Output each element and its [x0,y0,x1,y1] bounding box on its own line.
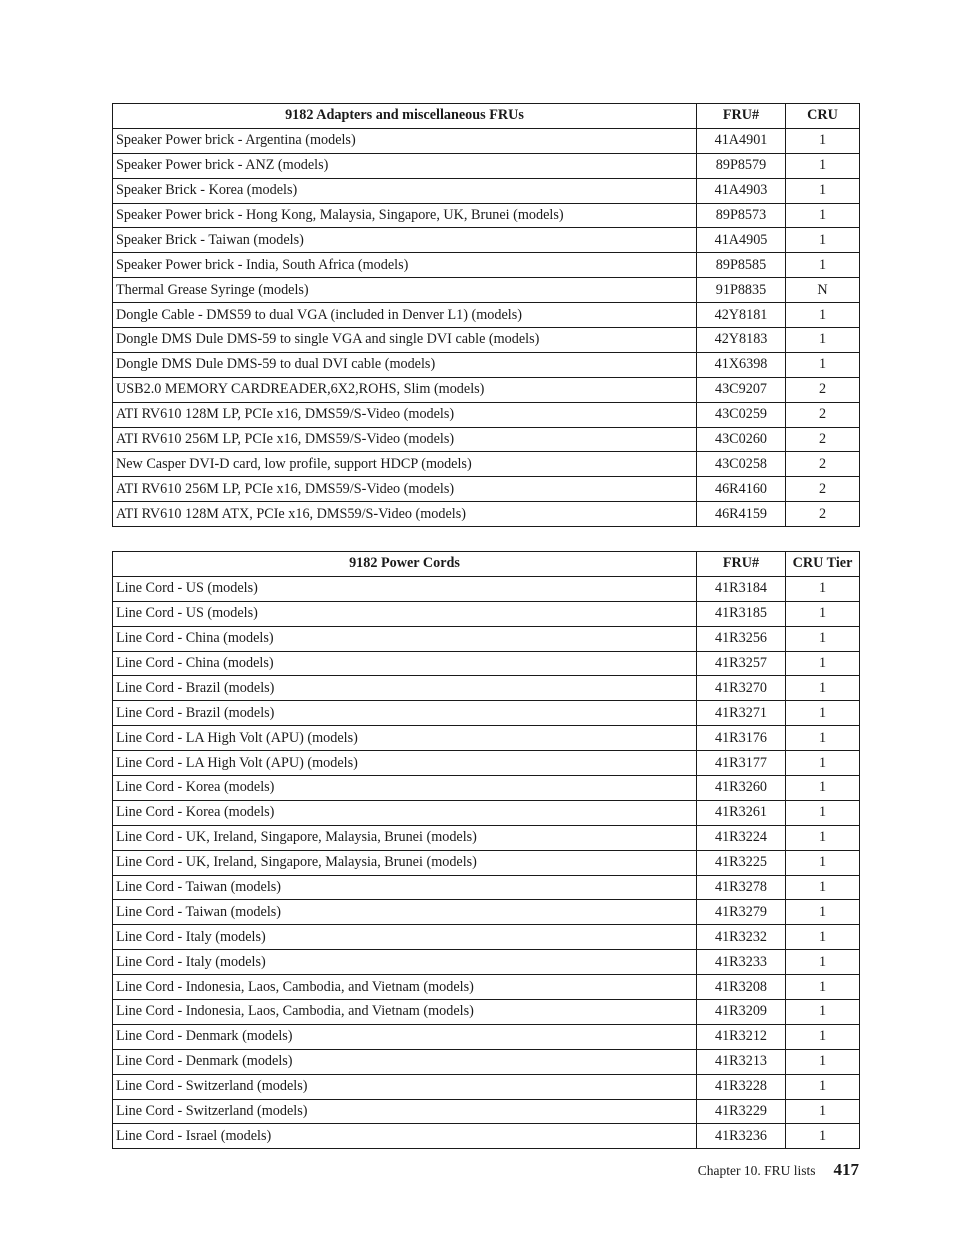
table-row [113,477,860,502]
table-row [113,601,860,626]
cru-cell: 1 [786,925,860,950]
description-cell: Line Cord - Taiwan (models) [113,875,697,900]
fru-number-cell: 41R3184 [697,576,786,601]
cru-cell: 1 [786,153,860,178]
cru-cell: 1 [786,1049,860,1074]
cru-cell: 1 [786,601,860,626]
table-row [113,651,860,676]
power-cords-table-body [113,576,860,1148]
description-cell: Line Cord - Italy (models) [113,950,697,975]
fru-number-cell: 41R3177 [697,751,786,776]
description-cell: Line Cord - Denmark (models) [113,1049,697,1074]
table-row [113,975,860,1000]
table-row [113,1074,860,1099]
table-row [113,402,860,427]
fru-number-cell: 41R3279 [697,900,786,925]
cru-cell: 2 [786,452,860,477]
fru-number-cell: 43C0260 [697,427,786,452]
cru-cell: 1 [786,1099,860,1124]
fru-number-cell: 89P8573 [697,203,786,228]
cru-cell: 1 [786,178,860,203]
table-row [113,278,860,303]
description-cell: Thermal Grease Syringe (models) [113,278,697,303]
cru-cell: 1 [786,651,860,676]
cru-cell: 1 [786,800,860,825]
cru-cell: 1 [786,576,860,601]
cru-cell: 1 [786,726,860,751]
fru-number-cell: 43C9207 [697,377,786,402]
cru-cell: 1 [786,203,860,228]
table-row [113,925,860,950]
fru-number-cell: 41A4903 [697,178,786,203]
cru-cell: 1 [786,850,860,875]
cru-cell: 1 [786,776,860,801]
adapters-fru-table [112,103,860,527]
fru-number-cell: 89P8579 [697,153,786,178]
table-header-row [113,552,860,577]
table-row [113,676,860,701]
fru-number-cell: 41R3209 [697,1000,786,1025]
adapters-table-body [113,128,860,526]
table-row [113,502,860,527]
fru-number-cell: 41X6398 [697,352,786,377]
description-cell: Line Cord - Taiwan (models) [113,900,697,925]
description-cell: ATI RV610 256M LP, PCIe x16, DMS59/S-Video (models) [113,427,697,452]
column-header-cru: CRU [786,104,860,129]
cru-cell: 1 [786,626,860,651]
table-row [113,427,860,452]
table-row [113,128,860,153]
chapter-label: Chapter 10. FRU lists [697,1163,816,1178]
table-row [113,825,860,850]
description-cell: Line Cord - China (models) [113,651,697,676]
fru-number-cell: 46R4160 [697,477,786,502]
table-row [113,377,860,402]
fru-number-cell: 89P8585 [697,253,786,278]
description-cell: Line Cord - US (models) [113,576,697,601]
table-row [113,153,860,178]
description-cell: Speaker Brick - Taiwan (models) [113,228,697,253]
fru-number-cell: 41R3185 [697,601,786,626]
table-header-row [113,104,860,129]
description-cell: Line Cord - LA High Volt (APU) (models) [113,726,697,751]
description-cell: Speaker Power brick - Argentina (models) [113,128,697,153]
column-header-fru: FRU# [697,552,786,577]
table-row [113,626,860,651]
cru-cell: 1 [786,875,860,900]
fru-number-cell: 91P8835 [697,278,786,303]
description-cell: New Casper DVI-D card, low profile, support HDCP (models) [113,452,697,477]
table-row [113,900,860,925]
table-row [113,950,860,975]
description-cell: Line Cord - Brazil (models) [113,676,697,701]
cru-cell: 1 [786,900,860,925]
description-cell: Dongle DMS Dule DMS-59 to single VGA and single DVI cable (models) [113,328,697,353]
table-row [113,253,860,278]
page-number: 417 [833,1160,859,1179]
fru-number-cell: 41R3271 [697,701,786,726]
column-header-description: 9182 Adapters and miscellaneous FRUs [113,104,697,129]
fru-number-cell: 42Y8183 [697,328,786,353]
table-row [113,1024,860,1049]
cru-cell: 1 [786,1024,860,1049]
fru-number-cell: 41A4905 [697,228,786,253]
description-cell: Line Cord - US (models) [113,601,697,626]
fru-number-cell: 41R3256 [697,626,786,651]
cru-cell: 1 [786,328,860,353]
fru-number-cell: 43C0259 [697,402,786,427]
description-cell: USB2.0 MEMORY CARDREADER,6X2,ROHS, Slim (models) [113,377,697,402]
table-row [113,850,860,875]
description-cell: Line Cord - China (models) [113,626,697,651]
description-cell: Line Cord - Korea (models) [113,800,697,825]
description-cell: Line Cord - Indonesia, Laos, Cambodia, and Vietnam (models) [113,975,697,1000]
fru-number-cell: 41R3260 [697,776,786,801]
fru-number-cell: 41R3212 [697,1024,786,1049]
table-row [113,328,860,353]
table-row [113,228,860,253]
column-header-description: 9182 Power Cords [113,552,697,577]
cru-cell: 1 [786,950,860,975]
cru-cell: 1 [786,1124,860,1149]
cru-cell: 2 [786,402,860,427]
description-cell: ATI RV610 128M LP, PCIe x16, DMS59/S-Video (models) [113,402,697,427]
fru-number-cell: 41R3208 [697,975,786,1000]
description-cell: Line Cord - Indonesia, Laos, Cambodia, and Vietnam (models) [113,1000,697,1025]
table-row [113,726,860,751]
cru-cell: 1 [786,228,860,253]
description-cell: Line Cord - LA High Volt (APU) (models) [113,751,697,776]
fru-number-cell: 41R3278 [697,875,786,900]
table-row [113,203,860,228]
description-cell: Speaker Brick - Korea (models) [113,178,697,203]
fru-number-cell: 41R3225 [697,850,786,875]
cru-cell: 1 [786,352,860,377]
fru-number-cell: 43C0258 [697,452,786,477]
fru-number-cell: 41R3229 [697,1099,786,1124]
cru-cell: 2 [786,427,860,452]
table-row [113,1049,860,1074]
table-row [113,701,860,726]
cru-cell: 1 [786,1000,860,1025]
table-row [113,776,860,801]
cru-cell: 1 [786,128,860,153]
cru-cell: 2 [786,502,860,527]
cru-cell: 1 [786,676,860,701]
table-row [113,576,860,601]
page-footer [698,1160,859,1180]
table-row [113,875,860,900]
description-cell: Line Cord - Israel (models) [113,1124,697,1149]
description-cell: Line Cord - Denmark (models) [113,1024,697,1049]
power-cords-fru-table [112,551,860,1149]
cru-cell: 2 [786,477,860,502]
fru-number-cell: 41R3213 [697,1049,786,1074]
fru-number-cell: 41R3236 [697,1124,786,1149]
fru-number-cell: 41R3233 [697,950,786,975]
description-cell: Line Cord - UK, Ireland, Singapore, Malaysia, Brunei (models) [113,825,697,850]
description-cell: ATI RV610 128M ATX, PCIe x16, DMS59/S-Video (models) [113,502,697,527]
table-row [113,1099,860,1124]
description-cell: Speaker Power brick - ANZ (models) [113,153,697,178]
table-row [113,1124,860,1149]
description-cell: Speaker Power brick - Hong Kong, Malaysia, Singapore, UK, Brunei (models) [113,203,697,228]
column-header-fru: FRU# [697,104,786,129]
cru-cell: 1 [786,1074,860,1099]
fru-number-cell: 41A4901 [697,128,786,153]
fru-number-cell: 41R3257 [697,651,786,676]
fru-number-cell: 41R3270 [697,676,786,701]
table-row [113,303,860,328]
cru-cell: 1 [786,975,860,1000]
table-row [113,352,860,377]
column-header-cru-tier: CRU Tier [786,552,860,577]
description-cell: Line Cord - Switzerland (models) [113,1099,697,1124]
table-row [113,1000,860,1025]
fru-number-cell: 42Y8181 [697,303,786,328]
description-cell: Dongle Cable - DMS59 to dual VGA (included in Denver L1) (models) [113,303,697,328]
fru-number-cell: 41R3176 [697,726,786,751]
description-cell: Line Cord - Korea (models) [113,776,697,801]
description-cell: Dongle DMS Dule DMS-59 to dual DVI cable (models) [113,352,697,377]
table-row [113,751,860,776]
description-cell: Line Cord - Switzerland (models) [113,1074,697,1099]
cru-cell: N [786,278,860,303]
fru-number-cell: 41R3261 [697,800,786,825]
description-cell: ATI RV610 256M LP, PCIe x16, DMS59/S-Video (models) [113,477,697,502]
fru-number-cell: 46R4159 [697,502,786,527]
cru-cell: 2 [786,377,860,402]
cru-cell: 1 [786,701,860,726]
description-cell: Line Cord - Brazil (models) [113,701,697,726]
table-row [113,178,860,203]
table-row [113,800,860,825]
fru-number-cell: 41R3224 [697,825,786,850]
description-cell: Speaker Power brick - India, South Africa (models) [113,253,697,278]
cru-cell: 1 [786,253,860,278]
cru-cell: 1 [786,751,860,776]
cru-cell: 1 [786,303,860,328]
fru-number-cell: 41R3228 [697,1074,786,1099]
table-row [113,452,860,477]
description-cell: Line Cord - UK, Ireland, Singapore, Malaysia, Brunei (models) [113,850,697,875]
description-cell: Line Cord - Italy (models) [113,925,697,950]
cru-cell: 1 [786,825,860,850]
fru-number-cell: 41R3232 [697,925,786,950]
